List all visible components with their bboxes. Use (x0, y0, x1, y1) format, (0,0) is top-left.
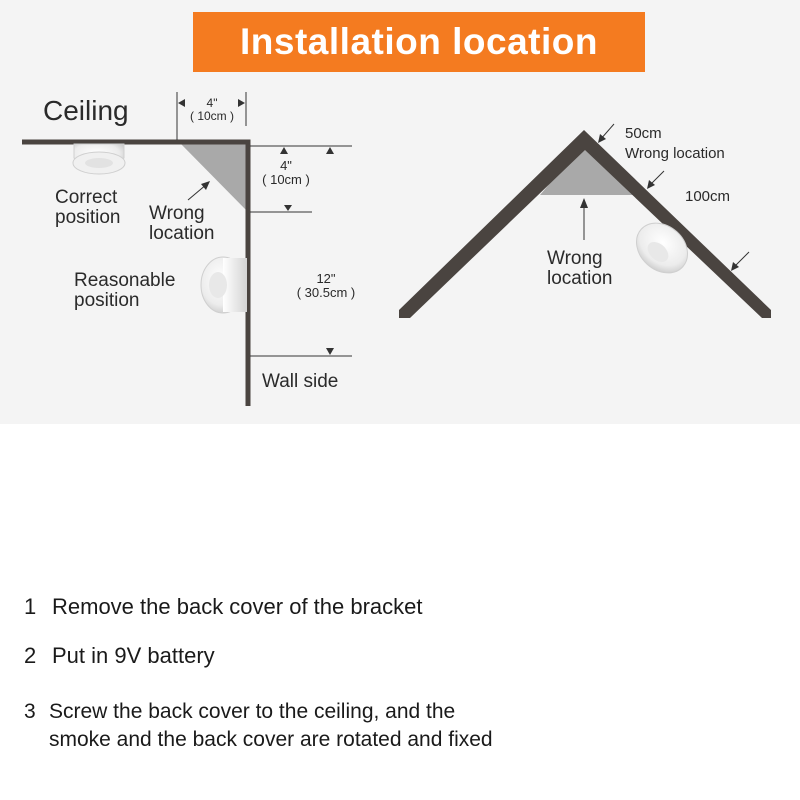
wrong-pointer-arrow-left (188, 181, 210, 200)
top-dimension-inch: 4" (206, 96, 218, 110)
wrong-location-label-right (547, 249, 613, 289)
side-dimension-cm: ( 10cm ) (262, 172, 310, 188)
step-3-continuation: smoke and the back cover are rotated and fixed (49, 728, 493, 751)
reasonable-label-line1: Reasonable (74, 270, 176, 291)
wall-dimension (250, 348, 352, 356)
step-3 (24, 700, 455, 724)
reasonable-label-line2: position (74, 289, 140, 311)
wall-side-label: Wall side (262, 371, 339, 392)
wrong-right-line2: location (547, 267, 613, 289)
top-dimension-label (183, 97, 241, 123)
side-dimension-inch: 4" (280, 158, 292, 173)
step-2 (24, 643, 215, 669)
ceiling-detector (73, 144, 125, 174)
slope-pointer-arrow (647, 171, 664, 189)
step-3-text: Screw the back cover to the ceiling, and the (49, 700, 456, 723)
edge-pointer-arrow (731, 252, 749, 271)
wrong-zone-corner (180, 143, 248, 212)
correct-label-line1: Correct (55, 187, 118, 208)
roof-detector (626, 213, 697, 283)
step-1-text: Remove the back cover of the bracket (52, 594, 423, 619)
ceiling-label: Ceiling (43, 95, 129, 126)
wrong-right-line1: Wrong (547, 248, 603, 269)
wrong-left-line2: location (149, 222, 215, 244)
correct-label-line2: position (55, 206, 121, 228)
peak-distance-label: 50cm (625, 125, 662, 142)
page-title: Installation location (240, 21, 598, 62)
wall-dimension-inch: 12" (316, 271, 336, 286)
wall-dimension-cm: ( 30.5cm ) (296, 285, 356, 301)
wall-detector (201, 257, 247, 313)
top-dimension-cm: ( 10cm ) (189, 109, 234, 124)
wall-dimension-label (284, 272, 368, 301)
step-1-number: 1 (24, 594, 37, 619)
reasonable-position-label (74, 271, 175, 311)
wrong-location-label-left (149, 204, 215, 244)
step-1 (24, 594, 423, 620)
wrong-left-line1: Wrong (149, 203, 205, 224)
wrong-pointer-arrow-right (580, 198, 588, 240)
step-3-number: 3 (24, 700, 36, 723)
step-2-number: 2 (24, 643, 37, 668)
side-dimension-label (252, 159, 320, 188)
slope-distance-label: 100cm (685, 188, 731, 205)
step-2-text: Put in 9V battery (52, 643, 215, 668)
peak-pointer-arrow (598, 124, 614, 143)
correct-position-label (55, 188, 121, 228)
wrong-location-top-label: Wrong location (625, 145, 725, 162)
